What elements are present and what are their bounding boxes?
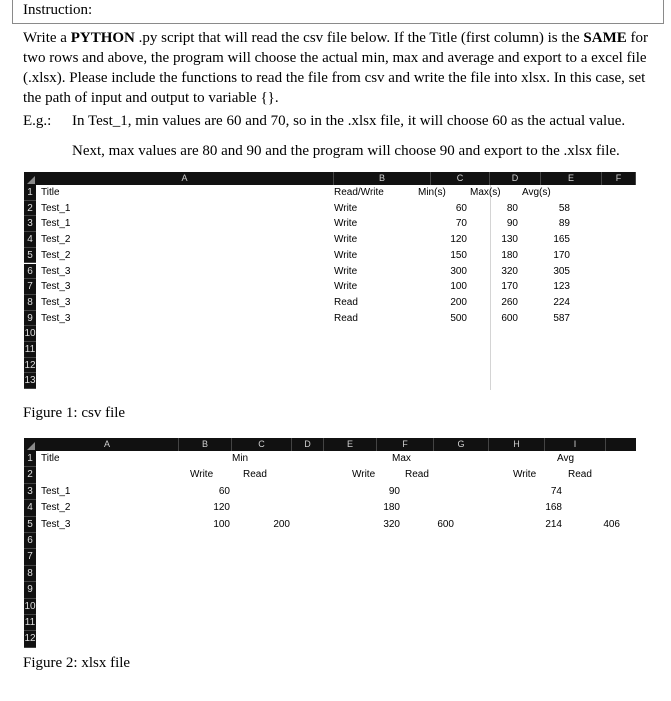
cell-min: 300 — [450, 265, 467, 277]
column-header-e: E — [541, 172, 602, 185]
row-number: 2 — [24, 201, 36, 217]
row-number: 6 — [24, 264, 36, 280]
cell-title: Test_3 — [41, 265, 71, 277]
row-number: 10 — [24, 599, 36, 615]
row-number: 5 — [24, 248, 36, 264]
figure-1-caption: Figure 1: csv file — [23, 405, 126, 421]
cell-min: 200 — [450, 296, 467, 308]
group-max-label: Max — [392, 453, 411, 464]
column-header-f: F — [602, 172, 636, 185]
cell-title: Test_3 — [41, 296, 71, 308]
cell-read-write: Write — [334, 265, 358, 277]
cell-min: 120 — [450, 234, 467, 246]
instruction-heading: Instruction: — [23, 2, 93, 18]
cell-read-write: Write — [334, 218, 358, 230]
cell-title: Test_1 — [41, 485, 71, 497]
row-number: 9 — [24, 582, 36, 598]
column-header-c: C — [431, 172, 490, 185]
column-header-a: A — [36, 172, 334, 185]
row-number: 4 — [24, 232, 36, 248]
column-header-b: B — [334, 172, 431, 185]
column-header-i: I — [545, 438, 606, 451]
header-min: Min(s) — [418, 187, 446, 198]
cell-max: 130 — [501, 234, 518, 246]
group-min-label: Min — [232, 453, 249, 464]
cell-max: 180 — [501, 249, 518, 261]
header-max: Max(s) — [470, 187, 501, 198]
cell-min-read: 200 — [273, 518, 290, 530]
sub-header-max-write: Write — [352, 469, 376, 481]
row-number: 11 — [24, 615, 36, 631]
row-number: 2 — [24, 467, 36, 483]
row-number: 7 — [24, 549, 36, 565]
sub-header-min-write: Write — [190, 469, 214, 481]
cell-avg-read: 406 — [603, 518, 620, 530]
cell-max: 260 — [501, 296, 518, 308]
cell-max-write: 320 — [383, 518, 400, 530]
column-header-d: D — [292, 438, 324, 451]
cell-avg: 305 — [553, 265, 570, 277]
row-number: 6 — [24, 533, 36, 549]
cell-avg-write: 214 — [545, 518, 562, 530]
cell-title: Test_2 — [41, 502, 71, 514]
cell-min-write: 60 — [218, 485, 230, 497]
cell-min: 60 — [455, 202, 467, 214]
row-number: 5 — [24, 517, 36, 533]
row-number: 8 — [24, 566, 36, 582]
cell-avg: 58 — [558, 202, 570, 214]
row-number: 12 — [24, 631, 36, 647]
row-number: 12 — [24, 358, 36, 374]
cell-title: Test_3 — [41, 312, 71, 324]
cell-title: Test_2 — [41, 249, 71, 261]
cell-read-write: Read — [334, 296, 358, 308]
row-number: 1 — [24, 451, 36, 467]
row-number: 4 — [24, 500, 36, 516]
cell-min: 70 — [455, 218, 467, 230]
column-header-b: B — [179, 438, 232, 451]
cell-max: 320 — [501, 265, 518, 277]
row-number: 13 — [24, 373, 36, 389]
row-number: 9 — [24, 311, 36, 327]
cell-avg-write: 74 — [550, 485, 562, 497]
row-number: 1 — [24, 185, 36, 201]
cell-max: 600 — [501, 312, 518, 324]
cell-avg: 170 — [553, 249, 570, 261]
cell-avg: 123 — [553, 281, 570, 293]
row-number: 10 — [24, 326, 36, 342]
cell-max: 80 — [506, 202, 518, 214]
column-header-h: H — [489, 438, 545, 451]
column-header-a: A — [36, 438, 179, 451]
row-number: 8 — [24, 295, 36, 311]
instruction-paragraph: Write a PYTHON .py script that will read the csv file below. If the Title (first column) is the SAME for two rows and above, the program will choose the actual min, max and average and export to a excel file (.xlsx). Please include the functions to read the file from csv and write the file into xlsx. In this case, set the path of input and output to variable {}. — [23, 30, 648, 106]
cell-title: Test_3 — [41, 518, 71, 530]
cell-read-write: Write — [334, 281, 358, 293]
sub-header-avg-read: Read — [568, 469, 592, 481]
sub-header-min-read: Read — [243, 469, 267, 481]
cell-read-write: Write — [334, 234, 358, 246]
column-header-e: E — [324, 438, 377, 451]
select-all-corner — [24, 438, 36, 451]
example-label: E.g.: — [23, 113, 52, 129]
cell-title: Test_3 — [41, 281, 71, 293]
example-line-1: In Test_1, min values are 60 and 70, so in the .xlsx file, it will choose 60 as the actual value. — [72, 113, 626, 129]
cell-avg-write: 168 — [545, 502, 562, 514]
header-title: Title — [41, 187, 60, 198]
cell-title: Test_2 — [41, 234, 71, 246]
cell-max-write: 90 — [388, 485, 400, 497]
cell-avg: 224 — [553, 296, 570, 308]
figure-2-caption: Figure 2: xlsx file — [23, 655, 131, 671]
csv-spreadsheet — [24, 172, 636, 390]
cell-max-read: 600 — [437, 518, 454, 530]
header-title: Title — [41, 453, 60, 464]
sub-header-avg-write: Write — [513, 469, 537, 481]
column-header-c: C — [232, 438, 292, 451]
cell-read-write: Write — [334, 202, 358, 214]
cell-min-write: 120 — [213, 502, 230, 514]
cell-read-write: Read — [334, 312, 358, 324]
cell-max: 170 — [501, 281, 518, 293]
group-avg-label: Avg — [557, 453, 575, 464]
cell-title: Test_1 — [41, 202, 71, 214]
row-number: 3 — [24, 484, 36, 500]
row-number: 7 — [24, 279, 36, 295]
sub-header-max-read: Read — [405, 469, 429, 481]
cell-min-write: 100 — [213, 518, 230, 530]
example-line-2: Next, max values are 80 and 90 and the program will choose 90 and export to the .xlsx file. — [72, 143, 620, 159]
row-number: 3 — [24, 216, 36, 232]
select-all-corner — [24, 172, 36, 185]
column-divider — [490, 185, 491, 390]
cell-min: 150 — [450, 249, 467, 261]
cell-avg: 587 — [553, 312, 570, 324]
cell-min: 100 — [450, 281, 467, 293]
cell-avg: 89 — [558, 218, 570, 230]
column-header-f: F — [377, 438, 434, 451]
cell-min: 500 — [450, 312, 467, 324]
cell-read-write: Write — [334, 249, 358, 261]
header-avg: Avg(s) — [522, 187, 551, 198]
instruction-heading-box — [12, 0, 664, 24]
python-keyword: PYTHON — [70, 30, 135, 46]
cell-title: Test_1 — [41, 218, 71, 230]
same-keyword: SAME — [583, 30, 627, 46]
cell-max-write: 180 — [383, 502, 400, 514]
row-number: 11 — [24, 342, 36, 358]
column-header-g: G — [434, 438, 489, 451]
column-header-d: D — [490, 172, 541, 185]
cell-max: 90 — [506, 218, 518, 230]
cell-avg: 165 — [553, 234, 570, 246]
header-read-write: Read/Write — [334, 187, 384, 198]
xlsx-spreadsheet — [24, 438, 636, 650]
